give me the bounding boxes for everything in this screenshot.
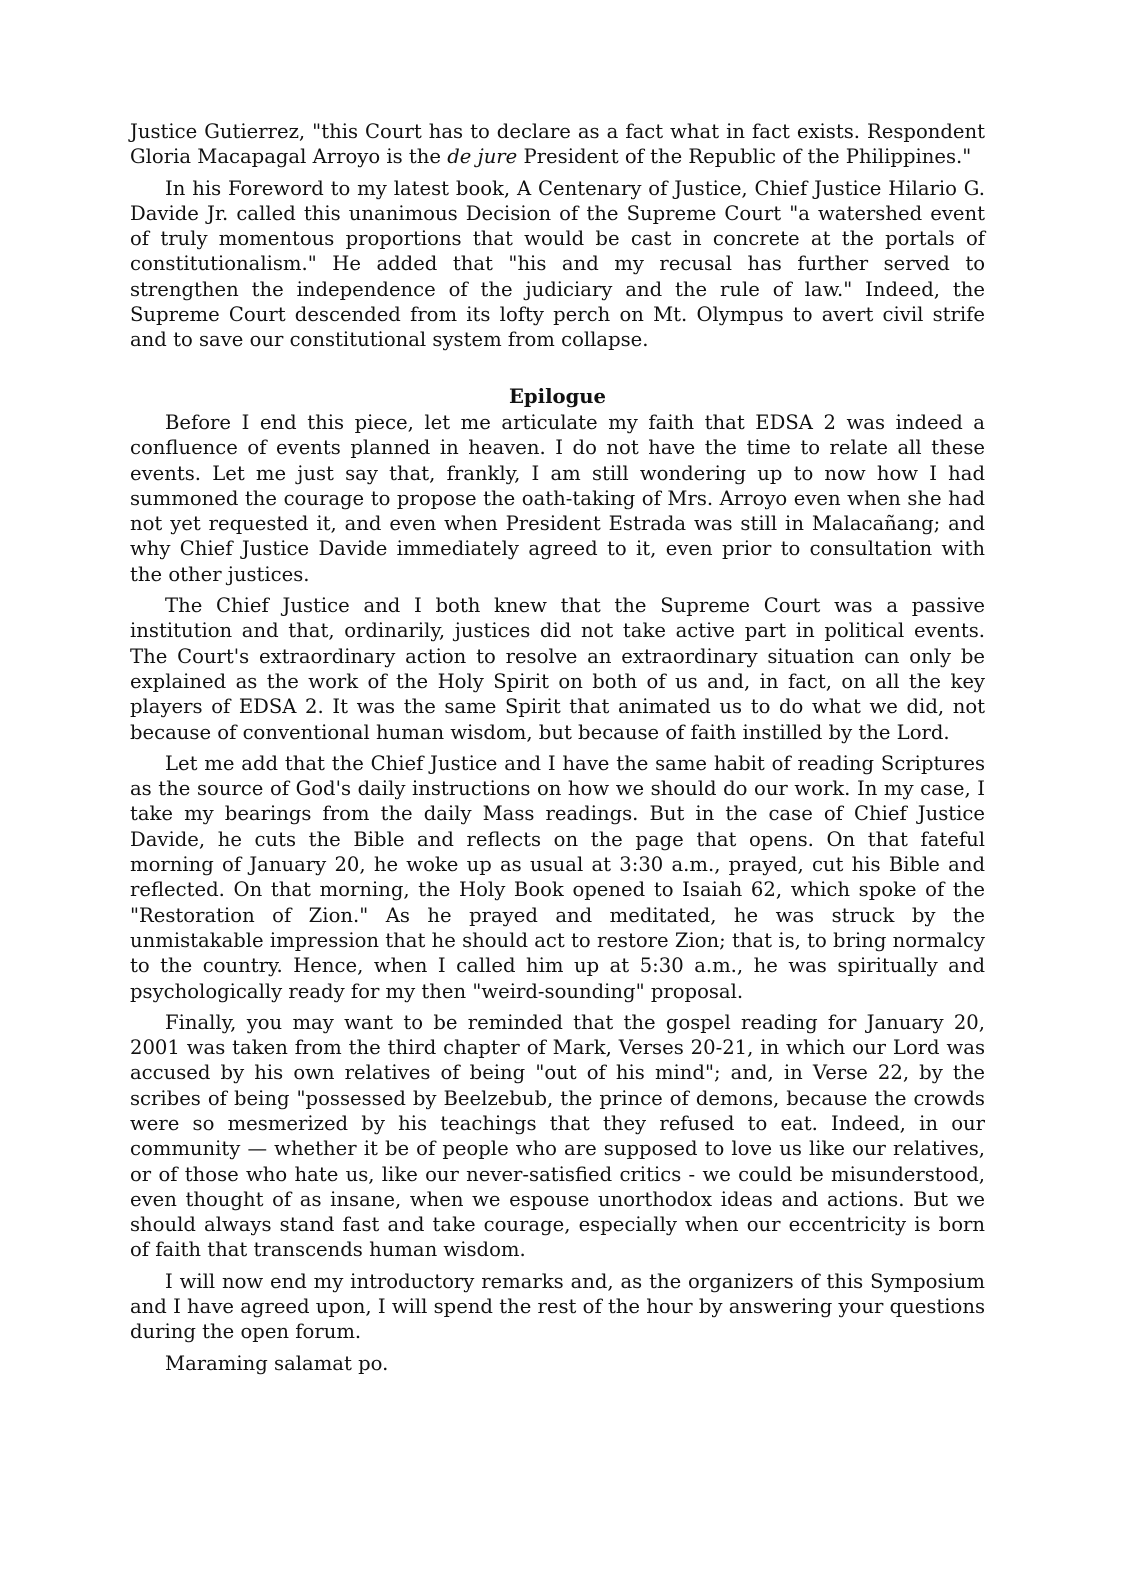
section-heading-epilogue: Epilogue (508, 384, 606, 408)
paragraph-text: Justice Gutierrez, "this Court has to declare as a fact what in fact exists. Respondent Gloria Macapagal Arroyo is the (130, 120, 985, 169)
document-page (130, 119, 985, 1382)
paragraph-continuation (130, 119, 985, 170)
paragraph-thanks: Maraming salamat po. (165, 1351, 389, 1375)
paragraph-passive-institution: The Chief Justice and I both knew that the Supreme Court was a passive institution and that, ordinarily, justices did not take active part in political events. The Court's extraordinary action to resolve an extraordinary situation can only be explained as the work of the Holy Spirit on both of us and, in fact, on all the key players of EDSA 2. It was the same Spirit that animated us to do what we did, not because of conventional human wisdom, but because of faith instilled by the Lord. (130, 594, 985, 744)
paragraph-edsa: Before I end this piece, let me articulate my faith that EDSA 2 was indeed a confluence of events planned in heaven. I do not have the time to relate all these events. Let me just say that, frankly, I am still wondering up to now how I had summoned the courage to propose the oath-taking of Mrs. Arroyo even when she had not yet requested it, and even when President Estrada was still in Malacañang; and why Chief Justice Davide immediately agreed to it, even prior to consultation with the other justices. (130, 410, 985, 586)
italic-term: de jure (447, 145, 518, 169)
paragraph-closing-remarks: I will now end my introductory remarks and, as the organizers of this Symposium and I have agreed upon, I will spend the rest of the hour by answering your questions during the open forum. (130, 1269, 985, 1344)
paragraph-text: President of the Republic of the Philippines." (517, 145, 972, 169)
paragraph-gospel-reading: Finally, you may want to be reminded that the gospel reading for January 20, 2001 was taken from the third chapter of Mark, Verses 20-21, in which our Lord was accused by his own relatives of being "out of his mind"; and, in Verse 22, by the scribes of being "possessed by Beelzebub, the prince of demons, because the crowds were so mesmerized by his teachings that they refused to eat. Indeed, in our community — whether it be of people who are supposed to love us like our relatives, or of those who hate us, like our never-satisfied critics - we could be misunderstood, even thought of as insane, when we espouse unorthodox ideas and actions. But we should always stand fast and take courage, especially when our eccentricity is born of faith that transcends human wisdom. (130, 1010, 985, 1262)
paragraph-foreword: In his Foreword to my latest book, A Centenary of Justice, Chief Justice Hilario G. Davide Jr. called this unanimous Decision of the Supreme Court "a watershed event of truly momentous proportions that would be cast in concrete at the portals of constitutionalism." He added that "his and my recusal has further served to strengthen the independence of the judiciary and the rule of law." Indeed, the Supreme Court descended from its lofty perch on Mt. Olympus to avert civil strife and to save our constitutional system from collapse. (130, 176, 985, 352)
paragraph-scriptures: Let me add that the Chief Justice and I have the same habit of reading Scriptures as the source of God's daily instructions on how we should do our work. In my case, I take my bearings from the daily Mass readings. But in the case of Chief Justice Davide, he cuts the Bible and reflects on the page that opens. On that fateful morning of January 20, he woke up as usual at 3:30 a.m., prayed, cut his Bible and reflected. On that morning, the Holy Book opened to Isaiah 62, which spoke of the "Restoration of Zion." As he prayed and meditated, he was struck by the unmistakable impression that he should act to restore Zion; that is, to bring normalcy to the country. Hence, when I called him up at 5:30 a.m., he was spiritually and psychologically ready for my then "weird-sounding" proposal. (130, 751, 985, 1003)
